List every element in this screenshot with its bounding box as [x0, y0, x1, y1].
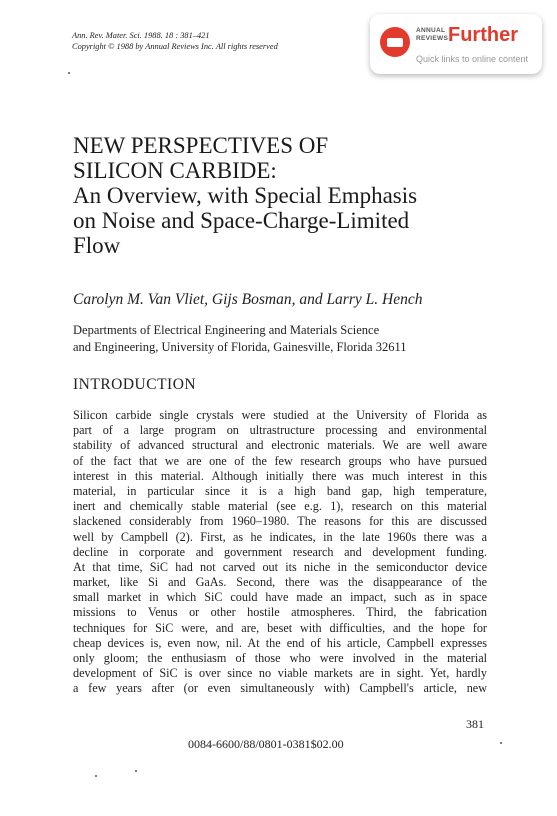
body-line: Silicon carbide single crystals were studied at the University of Florida as — [73, 408, 487, 422]
annual-reviews-wordmark: ANNUAL REVIEWS — [416, 27, 449, 42]
body-line: At that time, SiC had not carved out its niche in the semiconductor device — [73, 559, 487, 574]
body-line: material, in particular since it is a high band gap, high temperature, — [73, 483, 487, 498]
body-line: cheap devices is, even now, nil. At the end of his article, Campbell expresses — [73, 635, 487, 650]
body-line: development of SiC is over since no viable markets are in sight. Yet, hardly — [73, 666, 487, 681]
speck-dot — [500, 742, 502, 744]
title-line: Flow — [73, 233, 121, 258]
body-line: a few years after (or even simultaneously with) Campbell's article, new — [73, 681, 487, 696]
article-title — [73, 133, 493, 258]
body-paragraph — [73, 408, 487, 697]
further-sublabel: Quick links to online content — [416, 54, 529, 64]
copyright-line: Copyright © 1988 by Annual Reviews Inc. All rights reserved — [72, 42, 278, 51]
body-line: missions to Venus or other hostile atmospheres. Third, the fabrication — [73, 605, 487, 620]
body-line: slackened considerably from 1960–1980. The reasons for this are discussed — [73, 514, 487, 529]
body-line: of the fact that we are one of the few research groups who have pursued — [73, 453, 487, 468]
body-line: inert and chemically stable material (see e.g. 1), research on this material — [73, 499, 487, 514]
body-line: part of a large program on ultrastructure processing and environmental — [73, 423, 487, 438]
body-line: only gloom; the enthusiasm of those who were involved in the material — [73, 651, 487, 665]
section-heading: INTRODUCTION — [73, 376, 197, 393]
author-list: Carolyn M. Van Vliet, Gijs Bosman, and Larry L. Hench — [73, 291, 423, 308]
affiliation-line: Departments of Electrical Engineering and Materials Science — [73, 323, 380, 337]
body-line: market, like Si and GaAs. Second, there was the disappearance of the — [73, 575, 487, 590]
body-line: techniques for SiC were, and are, beset with difficulties, and the hope for — [73, 620, 487, 635]
body-line: well by Campbell (2). First, as he indicates, in the late 1960s there was a — [73, 529, 487, 544]
title-line: An Overview, with Special Emphasis — [73, 183, 418, 208]
title-line: NEW PERSPECTIVES OF — [73, 133, 329, 158]
journal-citation-line: Ann. Rev. Mater. Sci. 1988. 18 : 381–421 — [72, 31, 210, 40]
body-line: interest in this material. Although initially there was much interest in this — [73, 468, 487, 483]
issn-code: 0084-6600/88/0801-0381$02.00 — [188, 737, 344, 751]
affiliation-line: and Engineering, University of Florida, Gainesville, Florida 32611 — [73, 340, 407, 354]
speck-dot — [135, 770, 137, 772]
annual-reviews-logo-icon — [380, 27, 410, 57]
body-line: decline in corporate and government research and development funding. — [73, 544, 487, 559]
page-number: 381 — [466, 717, 484, 731]
title-line: on Noise and Space-Charge-Limited — [73, 208, 410, 233]
body-line: stability of advanced structural and electronic materials. We are well aware — [73, 438, 487, 453]
speck-dot — [95, 775, 97, 777]
body-line: small market in which SiC could have made an impact, such as in space — [73, 590, 487, 605]
journal-citation — [72, 30, 278, 52]
further-links-badge[interactable] — [370, 14, 542, 74]
affiliation — [73, 322, 407, 356]
further-label: Further — [448, 24, 518, 46]
speck-dot — [68, 72, 70, 74]
title-line: SILICON CARBIDE: — [73, 158, 277, 183]
